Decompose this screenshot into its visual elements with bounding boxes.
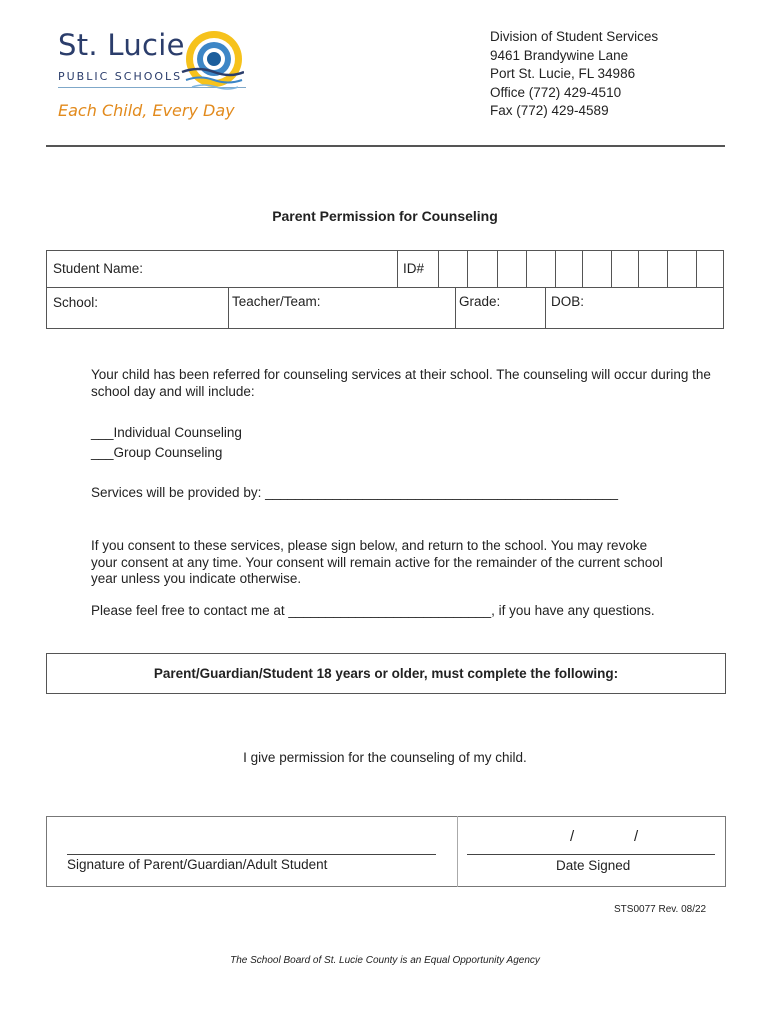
table-cell-divider: [397, 250, 398, 287]
id-box-divider: [667, 250, 668, 287]
teacher-label: Teacher/Team:: [232, 294, 321, 309]
logo-tagline: Each Child, Every Day: [58, 101, 235, 120]
id-box-divider: [582, 250, 583, 287]
counseling-options: [91, 423, 242, 463]
consent-paragraph: [91, 538, 731, 588]
consent-line: year unless you indicate otherwise.: [91, 571, 302, 586]
consent-line: your consent at any time. Your consent will remain active for the remainder of the current school: [91, 554, 663, 570]
logo-sun-icon: [180, 28, 244, 94]
signature-divider: [457, 816, 458, 887]
logo-subtitle: PUBLIC SCHOOLS: [58, 70, 183, 83]
table-row-divider: [46, 287, 724, 288]
header-divider: [46, 145, 725, 147]
school-label: School:: [53, 295, 99, 310]
services-provided-line: Services will be provided by: _______________________________________________: [91, 485, 618, 500]
contact-line: Please feel free to contact me at ___________________________, if you have any questions.: [91, 603, 655, 618]
address-office: Office (772) 429-4510: [490, 84, 622, 100]
parent-signature-line[interactable]: [67, 854, 436, 855]
intro-line: Your child has been referred for counseling services at their school. The counseling will occur during the: [91, 367, 711, 382]
address-fax: Fax (772) 429-4589: [490, 103, 609, 118]
id-box-divider: [555, 250, 556, 287]
parent-signature-label: Signature of Parent/Guardian/Adult Student: [67, 857, 328, 872]
option-individual: ___Individual Counseling: [91, 425, 242, 440]
address-street: 9461 Brandywine Lane: [490, 47, 629, 63]
grade-label: Grade:: [459, 294, 501, 309]
logo-name: St. Lucie: [58, 28, 185, 62]
date-slash: /: [634, 828, 639, 845]
id-box-divider: [611, 250, 612, 287]
id-box-divider: [638, 250, 639, 287]
signature-box: [46, 816, 726, 887]
id-box-divider: [438, 250, 439, 287]
guardian-notice-box: [46, 653, 726, 694]
table-cell-divider: [228, 287, 229, 329]
dob-label: DOB:: [551, 294, 585, 309]
form-code: STS0077 Rev. 08/22: [614, 904, 707, 915]
date-slash: /: [570, 828, 575, 845]
footer-text: The School Board of St. Lucie County is an Equal Opportunity Agency: [230, 955, 540, 966]
id-box-divider: [696, 250, 697, 287]
page-title: Parent Permission for Counseling: [272, 208, 498, 224]
address-city: Port St. Lucie, FL 34986: [490, 66, 636, 81]
guardian-notice-text: Parent/Guardian/Student 18 years or older, must complete the following:: [153, 666, 619, 681]
address-block: [490, 28, 658, 121]
permission-statement: I give permission for the counseling of my child.: [243, 750, 527, 765]
student-name-label: Student Name:: [53, 261, 144, 276]
id-box-divider: [467, 250, 468, 287]
intro-line: school day and will include:: [91, 383, 255, 399]
table-cell-divider: [545, 287, 546, 329]
id-box-divider: [526, 250, 527, 287]
date-signed-label: Date Signed: [556, 858, 631, 873]
table-cell-divider: [455, 287, 456, 329]
date-signed-line[interactable]: [467, 854, 715, 855]
option-group: ___Group Counseling: [91, 445, 223, 460]
address-division: Division of Student Services: [490, 29, 659, 44]
id-box-divider: [497, 250, 498, 287]
id-label: ID#: [403, 261, 425, 276]
consent-line: If you consent to these services, please sign below, and return to the school. You may revoke: [91, 538, 648, 553]
intro-paragraph: [91, 367, 741, 400]
student-info-table: [46, 250, 724, 329]
